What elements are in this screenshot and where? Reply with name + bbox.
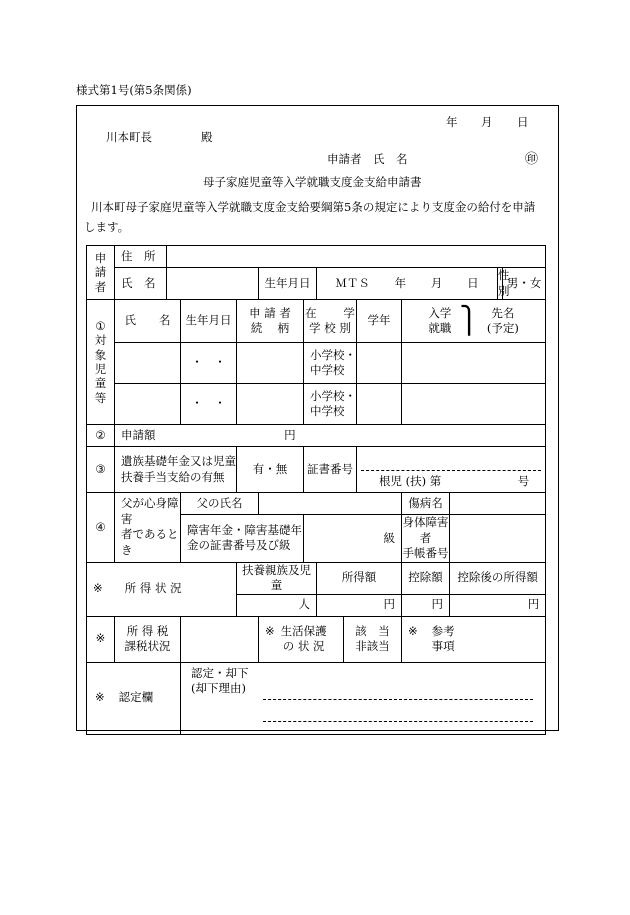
- deduction-field[interactable]: 円: [402, 594, 450, 616]
- address-label: 住 所: [115, 246, 167, 268]
- income-amount-field[interactable]: 円: [317, 594, 402, 616]
- addressee: 川本町長: [106, 130, 152, 144]
- amount-label: 申請額: [121, 427, 156, 442]
- date-month-label: 月: [481, 115, 493, 129]
- pension-number: ③: [87, 447, 115, 493]
- reason-line: [263, 699, 533, 700]
- applicant-name-row-label: 氏 名: [115, 268, 167, 300]
- child-name-header: 氏 名: [115, 300, 181, 343]
- seal-mark: ㊞: [525, 152, 539, 167]
- child-grade-field[interactable]: [357, 343, 402, 384]
- body-text-line1: 川本町母子家庭児童等入学就職支度金支給要綱第5条の規定により支度金の給付を申請: [91, 200, 536, 214]
- table-row: [87, 384, 546, 425]
- illness-label: 傷病名: [402, 493, 450, 515]
- applicant-name-label: 氏 名: [373, 152, 408, 166]
- birth-year-label: 年: [394, 275, 407, 290]
- amount-unit: 円: [284, 427, 296, 442]
- dependents-field[interactable]: 人: [237, 594, 317, 616]
- amount-number: ②: [87, 425, 115, 447]
- grade-label: 級: [383, 530, 395, 545]
- father-name-field[interactable]: [259, 493, 402, 515]
- child-relation-field[interactable]: [237, 384, 304, 425]
- approval-field[interactable]: [181, 662, 546, 734]
- child-name-field[interactable]: [115, 343, 181, 384]
- cert-number-field[interactable]: [357, 447, 546, 493]
- tax-mark: ※: [87, 616, 115, 662]
- child-school-field[interactable]: 小学校・ 中学校: [304, 384, 357, 425]
- applicant-label: 申請者: [327, 152, 362, 166]
- after-deduction-field[interactable]: 円: [450, 594, 546, 616]
- child-birth-field[interactable]: ・ ・: [181, 384, 237, 425]
- child-destination-field[interactable]: [402, 384, 546, 425]
- disability-pension-label: 障害年金・障害基礎年 金の証書番号及び級: [181, 515, 304, 563]
- child-name-field[interactable]: [115, 384, 181, 425]
- deduction-header: 控除額: [402, 562, 450, 594]
- table-row: [87, 343, 546, 384]
- birth-day-label: 日: [467, 275, 479, 290]
- child-birth-field[interactable]: ・ ・: [181, 343, 237, 384]
- date-day-label: 日: [517, 115, 529, 129]
- applicant-birth-label: 生年月日: [259, 268, 317, 300]
- honorific: 殿: [201, 130, 213, 144]
- handbook-field[interactable]: [450, 515, 546, 563]
- welfare-options[interactable]: 該 当 非該当: [344, 616, 402, 662]
- children-section-label: ① 対象児童等: [87, 300, 115, 425]
- birth-month-label: 月: [430, 275, 443, 290]
- applicant-section-label: 申請者: [87, 246, 115, 300]
- applicant-name-field[interactable]: [167, 268, 259, 300]
- address-field[interactable]: [167, 246, 546, 268]
- approval-reason: (却下理由): [191, 680, 246, 695]
- application-form-table: [86, 245, 546, 735]
- child-relation-header: 申 請 者 続 柄: [237, 300, 304, 343]
- disability-grade-field[interactable]: [304, 515, 402, 563]
- child-school-header: 在 学 学 校 別: [304, 300, 357, 343]
- tax-field[interactable]: [181, 616, 259, 662]
- handbook-label: 身体障害者 手帳番号: [402, 515, 450, 563]
- child-type-header: 入学 就職 ⎫ 先名 (予定): [402, 300, 546, 343]
- disability-number: ④: [87, 493, 115, 563]
- child-destination-field[interactable]: [402, 343, 546, 384]
- child-grade-field[interactable]: [357, 384, 402, 425]
- disability-label: 父が心身障害 者であるとき: [115, 493, 181, 563]
- child-grade-header: 学年: [357, 300, 402, 343]
- welfare-label: ※ 生活保護 の 状 況: [259, 616, 344, 662]
- after-deduction-header: 控除後の所得額: [450, 562, 546, 594]
- cert-number-label: 証書番号: [304, 447, 357, 493]
- approval-label-text: 認定欄: [118, 690, 154, 705]
- date-year-label: 年: [446, 115, 458, 129]
- child-birth-header: 生年月日: [181, 300, 237, 343]
- document-title: 母子家庭児童等入学就職支度金支給申請書: [203, 175, 422, 189]
- approval-label: [87, 662, 181, 734]
- gender-options[interactable]: 男・女: [503, 268, 546, 300]
- dependents-header: 扶養親族及児童: [237, 562, 317, 594]
- body-text-line2: します。: [84, 220, 130, 234]
- bracket-icon: ⎫: [459, 306, 479, 337]
- income-amount-header: 所得額: [317, 562, 402, 594]
- illness-field[interactable]: [450, 493, 546, 515]
- income-mark: ※: [93, 581, 103, 596]
- amount-field[interactable]: [115, 425, 546, 447]
- income-label-text: 所 得 状 況: [124, 581, 182, 596]
- welfare-mark: ※: [265, 623, 275, 638]
- form-number: 様式第1号(第5条関係): [76, 83, 192, 97]
- reference-field[interactable]: ※ 参考 事項: [402, 616, 546, 662]
- tax-label: 所 得 税 課税状況: [115, 616, 181, 662]
- child-school-field[interactable]: 小学校・ 中学校: [304, 343, 357, 384]
- applicant-birth-field[interactable]: [317, 268, 498, 300]
- cert-prefix: 根児 (扶) 第: [379, 473, 442, 488]
- reason-line: [263, 721, 533, 722]
- approval-mark: ※: [95, 690, 105, 705]
- reference-mark: ※: [408, 623, 418, 638]
- child-relation-field[interactable]: [237, 343, 304, 384]
- father-name-label: 父の氏名: [181, 493, 259, 515]
- pension-label: 遺族基礎年金又は児童 扶養手当支給の有無: [115, 447, 237, 493]
- cert-suffix: 号: [517, 473, 530, 488]
- approval-decision: 認定・却下: [191, 665, 249, 680]
- era-label: ＭＴＳ: [335, 275, 370, 290]
- pension-options[interactable]: 有・無: [237, 447, 304, 493]
- income-label: [87, 562, 237, 616]
- gender-label: 性別: [498, 268, 503, 300]
- children-section-number: ①: [95, 318, 106, 333]
